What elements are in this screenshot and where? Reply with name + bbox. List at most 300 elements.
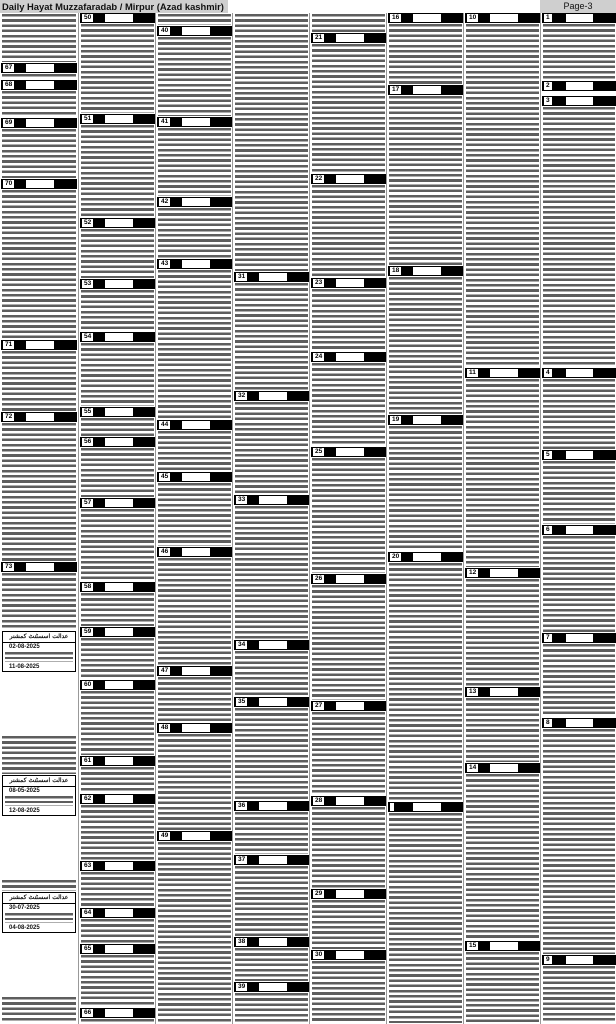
notice-columns	[0, 13, 616, 1024]
notice-number-bar	[80, 114, 155, 124]
notice-number: 34	[238, 641, 246, 648]
notice-blank-field	[413, 86, 441, 94]
notice-blank-field	[182, 724, 210, 732]
notice-blank-field	[26, 180, 54, 188]
notice-text-block	[543, 461, 615, 524]
notice-text-block	[389, 24, 462, 84]
notice-blank-field	[105, 909, 133, 917]
notice-text-block	[312, 185, 385, 277]
notice-blank-field	[105, 115, 133, 123]
notice-number: 14	[469, 764, 477, 771]
notice-text-block	[2, 736, 76, 774]
notice-blank-field	[490, 569, 518, 577]
notice-number: 2	[546, 82, 550, 89]
notice-number-bar	[234, 855, 309, 865]
notice-number: 15	[469, 942, 477, 949]
notice-blank-field	[182, 27, 210, 35]
notice-blank-field	[105, 14, 133, 22]
notice-number-bar	[1, 562, 77, 572]
notice-blank-field	[336, 34, 364, 42]
notice-blank-field	[566, 526, 593, 534]
notice-text-block	[81, 448, 154, 497]
notice-number-bar	[234, 391, 309, 401]
notice-text-block	[158, 128, 231, 196]
notice-number: 56	[84, 438, 92, 445]
notice-blank-field	[105, 862, 133, 870]
notice-text-block	[235, 708, 308, 800]
notice-number: 49	[161, 832, 169, 839]
notice-text-block	[158, 842, 231, 1023]
notice-blank-field	[105, 795, 133, 803]
notice-blank-field	[26, 413, 54, 421]
notice-text-block	[158, 677, 231, 722]
notice-number: 11	[469, 369, 476, 376]
notice-number: 53	[84, 280, 92, 287]
notice-text-block	[158, 483, 231, 546]
notice-number-bar	[1, 118, 77, 128]
notice-number: 47	[161, 667, 169, 674]
notice-number: 73	[5, 563, 13, 570]
notice-text-block	[235, 402, 308, 494]
notice-blank-field	[182, 548, 210, 556]
notice-number-bar	[542, 368, 616, 378]
notice-text-block	[466, 579, 539, 686]
notice-number: 28	[315, 797, 323, 804]
notice-blank-field	[259, 392, 287, 400]
notice-number: 36	[238, 802, 246, 809]
court-notice-heading: عدالت اسسٹنٹ کمشنر	[3, 893, 75, 904]
notice-number-bar	[311, 447, 386, 457]
masthead	[0, 0, 616, 13]
notice-text-block	[466, 774, 539, 940]
notice-number: 59	[84, 628, 92, 635]
notice-number-bar	[542, 718, 616, 728]
notice-text-block	[312, 712, 385, 795]
column-5	[309, 13, 387, 1024]
notice-number: 42	[161, 198, 169, 205]
notice-number: 27	[315, 702, 323, 709]
notice-blank-field	[26, 64, 54, 72]
notice-text-block	[235, 866, 308, 936]
notice-blank-field	[105, 945, 133, 953]
notice-number-bar	[311, 889, 386, 899]
notice-blank-field	[336, 353, 364, 361]
court-notice-date: 08-05-2025	[9, 788, 40, 794]
notice-number-bar	[388, 415, 463, 425]
notice-number: 55	[84, 408, 92, 415]
notice-text-block	[389, 96, 462, 265]
notice-text-block	[2, 351, 76, 411]
notice-blank-field	[490, 14, 518, 22]
notice-text-block	[312, 961, 385, 1023]
notice-number: 39	[238, 983, 246, 990]
notice-number-bar	[465, 568, 540, 578]
notice-number-bar	[80, 582, 155, 592]
notice-number-bar	[157, 420, 232, 430]
notice-blank-field	[490, 688, 518, 696]
column-1	[0, 13, 78, 1024]
notice-number: 68	[5, 81, 13, 88]
notice-text-block	[235, 14, 308, 271]
notice-number: 12	[469, 569, 477, 576]
notice-text-block	[312, 807, 385, 888]
notice-number: 17	[392, 86, 400, 93]
court-notice-box	[2, 892, 76, 933]
notice-text-block	[466, 952, 539, 1023]
notice-number-bar	[542, 633, 616, 643]
notice-text-block	[81, 1019, 154, 1023]
notice-number-bar	[80, 680, 155, 690]
notice-text-block	[543, 107, 615, 367]
notice-number: 62	[84, 795, 92, 802]
notice-number: 7	[546, 634, 550, 641]
notice-number: 24	[315, 353, 323, 360]
notice-number-bar	[465, 368, 540, 378]
notice-text-block	[543, 966, 615, 1023]
notice-number: 29	[315, 890, 323, 897]
notice-blank-field	[336, 951, 364, 959]
notice-blank-field	[182, 473, 210, 481]
newspaper-title: Daily Hayat Muzzafaradab / Mirpur (Azad kashmir)	[0, 0, 228, 13]
court-notice-box	[2, 631, 76, 672]
notice-blank-field	[182, 260, 210, 268]
notice-blank-field	[259, 856, 287, 864]
notice-number: 5	[546, 451, 550, 458]
notice-blank-field	[336, 175, 364, 183]
notice-number-bar	[311, 33, 386, 43]
notice-number: 19	[392, 416, 400, 423]
notice-number-bar	[157, 547, 232, 557]
court-notice-heading: عدالت اسسٹنٹ کمشنر	[3, 776, 75, 787]
notice-number: 52	[84, 219, 92, 226]
column-3	[155, 13, 233, 1024]
notice-blank-field	[566, 97, 593, 105]
notice-number-bar	[234, 272, 309, 282]
notice-text-block	[312, 289, 385, 351]
notice-blank-field	[336, 448, 364, 456]
notice-blank-field	[413, 14, 441, 22]
notice-blank-field	[259, 273, 287, 281]
notice-text-block	[2, 129, 76, 178]
notice-number: 21	[315, 34, 323, 41]
notice-text-block	[81, 593, 154, 626]
notice-number: 30	[315, 951, 323, 958]
court-notice-heading: عدالت اسسٹنٹ کمشنر	[3, 632, 75, 643]
notice-number-bar	[388, 85, 463, 95]
notice-number-bar	[157, 831, 232, 841]
notice-number-bar	[542, 81, 616, 91]
notice-number-bar	[1, 80, 77, 90]
notice-text-block	[466, 24, 539, 367]
notice-blank-field	[182, 198, 210, 206]
notice-number: 44	[161, 421, 169, 428]
notice-number: 1	[546, 14, 550, 21]
notice-text-block	[389, 426, 462, 551]
notice-text-block	[543, 24, 615, 80]
notice-blank-field	[566, 82, 593, 90]
notice-number: 45	[161, 473, 169, 480]
notice-text-block	[2, 423, 76, 561]
notice-number-bar	[157, 259, 232, 269]
column-7	[463, 13, 541, 1024]
notice-blank-field	[336, 575, 364, 583]
notice-number: 50	[84, 14, 92, 21]
notice-text-block	[543, 379, 615, 449]
notice-text-block	[2, 880, 76, 891]
notice-number-bar	[311, 574, 386, 584]
notice-number-bar	[542, 525, 616, 535]
column-6	[386, 13, 464, 1024]
notice-blank-field	[490, 764, 518, 772]
page-number: Page-3	[540, 0, 616, 13]
notice-blank-field	[566, 451, 593, 459]
notice-number-bar	[80, 794, 155, 804]
notice-blank-field	[105, 333, 133, 341]
notice-blank-field	[413, 803, 441, 811]
notice-number: 63	[84, 862, 92, 869]
notice-number-bar	[388, 552, 463, 562]
notice-number: 48	[161, 724, 169, 731]
court-notice-date: 02-08-2025	[9, 644, 40, 650]
notice-text-block	[81, 343, 154, 406]
notice-text-block	[235, 948, 308, 981]
notice-number-bar	[311, 701, 386, 711]
notice-blank-field	[26, 81, 54, 89]
notice-text-block	[81, 638, 154, 679]
notice-number: 33	[238, 496, 246, 503]
notice-text-block	[81, 509, 154, 581]
notice-blank-field	[259, 983, 287, 991]
notice-text-block	[543, 644, 615, 717]
notice-number: 31	[238, 273, 246, 280]
notice-text-block	[81, 24, 154, 113]
notice-blank-field	[105, 438, 133, 446]
notice-number-bar	[157, 26, 232, 36]
notice-number-bar	[311, 796, 386, 806]
notice-text-block	[2, 91, 76, 117]
notice-text-block	[235, 651, 308, 696]
notice-number-bar	[157, 723, 232, 733]
notice-number: 35	[238, 698, 246, 705]
notice-number: 69	[5, 119, 13, 126]
notice-number-bar	[80, 908, 155, 918]
column-2	[78, 13, 156, 1024]
notice-text-block	[235, 812, 308, 854]
notice-blank-field	[105, 628, 133, 636]
notice-number-bar	[465, 13, 540, 23]
court-notice-date: 11-08-2025	[9, 664, 40, 670]
notice-number: 43	[161, 260, 169, 267]
notice-blank-field	[259, 938, 287, 946]
notice-number-bar	[234, 937, 309, 947]
notice-number-bar	[465, 687, 540, 697]
notice-number: 54	[84, 333, 92, 340]
notice-blank-field	[566, 369, 593, 377]
notice-number-bar	[1, 340, 77, 350]
notice-blank-field	[336, 890, 364, 898]
notice-number-bar	[80, 756, 155, 766]
notice-blank-field	[182, 118, 210, 126]
notice-text-block	[2, 14, 76, 62]
notice-text-block	[543, 536, 615, 632]
notice-text-block	[158, 558, 231, 665]
notice-text-block	[2, 997, 76, 1023]
notice-text-block	[81, 872, 154, 907]
notice-number-bar	[80, 13, 155, 23]
notice-number-bar	[465, 941, 540, 951]
notice-text-block	[81, 919, 154, 943]
notice-number-bar	[1, 179, 77, 189]
notice-number: 67	[5, 64, 13, 71]
notice-blank-field	[336, 797, 364, 805]
notice-text-block	[389, 563, 462, 801]
notice-text-block	[389, 813, 462, 1023]
notice-text-block	[81, 290, 154, 331]
notice-number-bar	[388, 266, 463, 276]
notice-number: 60	[84, 681, 92, 688]
notice-text-block	[466, 698, 539, 762]
notice-number-bar	[80, 407, 155, 417]
court-notice-text	[5, 796, 73, 806]
notice-blank-field	[182, 667, 210, 675]
notice-number: 72	[5, 413, 13, 420]
notice-number-bar	[542, 13, 616, 23]
notice-number-bar	[157, 666, 232, 676]
notice-number-bar	[80, 437, 155, 447]
notice-blank-field	[566, 634, 593, 642]
notice-blank-field	[105, 681, 133, 689]
notice-blank-field	[566, 956, 593, 964]
notice-number: 3	[546, 97, 550, 104]
notice-number: 58	[84, 583, 92, 590]
notice-number-bar	[542, 96, 616, 106]
notice-number: 8	[546, 719, 550, 726]
notice-number: 23	[315, 279, 323, 286]
court-notice-text	[5, 913, 73, 923]
notice-number-bar	[80, 498, 155, 508]
notice-text-block	[158, 208, 231, 258]
notice-number-bar	[157, 117, 232, 127]
notice-text-block	[312, 900, 385, 949]
notice-number: 70	[5, 180, 13, 187]
notice-number-bar	[1, 412, 77, 422]
notice-number	[390, 803, 394, 811]
notice-text-block	[466, 379, 539, 567]
notice-number: 51	[84, 115, 92, 122]
notice-text-block	[158, 37, 231, 116]
notice-number-bar	[234, 801, 309, 811]
notice-number-bar	[234, 495, 309, 505]
notice-text-block	[543, 729, 615, 954]
notice-number: 18	[392, 267, 400, 274]
notice-blank-field	[105, 408, 133, 416]
notice-number-bar	[80, 1008, 155, 1018]
notice-number-bar	[80, 332, 155, 342]
notice-text-block	[2, 190, 76, 339]
notice-number: 37	[238, 856, 246, 863]
notice-blank-field	[105, 499, 133, 507]
notice-number-bar	[234, 697, 309, 707]
notice-number-bar	[80, 279, 155, 289]
notice-number-bar	[80, 944, 155, 954]
notice-blank-field	[490, 942, 518, 950]
notice-text-block	[389, 277, 462, 414]
notice-number: 22	[315, 175, 323, 182]
notice-blank-field	[26, 341, 54, 349]
notice-text-block	[235, 506, 308, 639]
court-notice-date: 12-08-2025	[9, 808, 40, 814]
notice-blank-field	[259, 802, 287, 810]
notice-blank-field	[566, 14, 593, 22]
notice-blank-field	[413, 553, 441, 561]
notice-number: 57	[84, 499, 92, 506]
notice-number-bar	[311, 174, 386, 184]
court-notice-date: 04-08-2025	[9, 925, 40, 931]
notice-text-block	[312, 363, 385, 446]
notice-text-block	[158, 431, 231, 471]
notice-text-block	[81, 955, 154, 1007]
notice-number-bar	[80, 861, 155, 871]
notice-number-bar	[1, 63, 77, 73]
notice-text-block	[81, 418, 154, 436]
notice-blank-field	[413, 267, 441, 275]
notice-number: 9	[546, 956, 550, 963]
notice-text-block	[81, 767, 154, 793]
notice-number-bar	[157, 197, 232, 207]
notice-text-block	[312, 14, 385, 32]
notice-blank-field	[566, 719, 593, 727]
column-8	[540, 13, 616, 1024]
notice-number: 64	[84, 909, 92, 916]
notice-blank-field	[413, 416, 441, 424]
notice-number: 26	[315, 575, 323, 582]
notice-number: 61	[84, 757, 92, 764]
notice-number: 46	[161, 548, 169, 555]
notice-number: 25	[315, 448, 323, 455]
notice-number: 38	[238, 938, 246, 945]
notice-number-bar	[311, 278, 386, 288]
notice-blank-field	[26, 563, 54, 571]
notice-blank-field	[26, 119, 54, 127]
notice-blank-field	[105, 757, 133, 765]
notice-text-block	[312, 585, 385, 700]
notice-text-block	[2, 74, 76, 79]
notice-number: 71	[5, 341, 13, 348]
notice-text-block	[2, 573, 76, 630]
notice-number-bar	[542, 450, 616, 460]
notice-number: 41	[161, 118, 169, 125]
notice-number-bar	[465, 763, 540, 773]
notice-number: 6	[546, 526, 550, 533]
column-4	[232, 13, 310, 1024]
notice-number-bar	[311, 352, 386, 362]
notice-text-block	[312, 44, 385, 173]
notice-number-bar	[80, 627, 155, 637]
notice-text-block	[81, 125, 154, 217]
notice-number-bar	[388, 13, 463, 23]
notice-text-block	[158, 270, 231, 419]
court-notice-date: 30-07-2025	[9, 905, 40, 911]
notice-number-bar	[234, 640, 309, 650]
notice-number: 10	[469, 14, 477, 21]
notice-number: 32	[238, 392, 246, 399]
notice-number-bar	[234, 982, 309, 992]
notice-blank-field	[259, 698, 287, 706]
notice-blank-field	[105, 583, 133, 591]
notice-number-bar	[388, 802, 463, 812]
notice-text-block	[81, 805, 154, 860]
notice-number-bar	[542, 955, 616, 965]
